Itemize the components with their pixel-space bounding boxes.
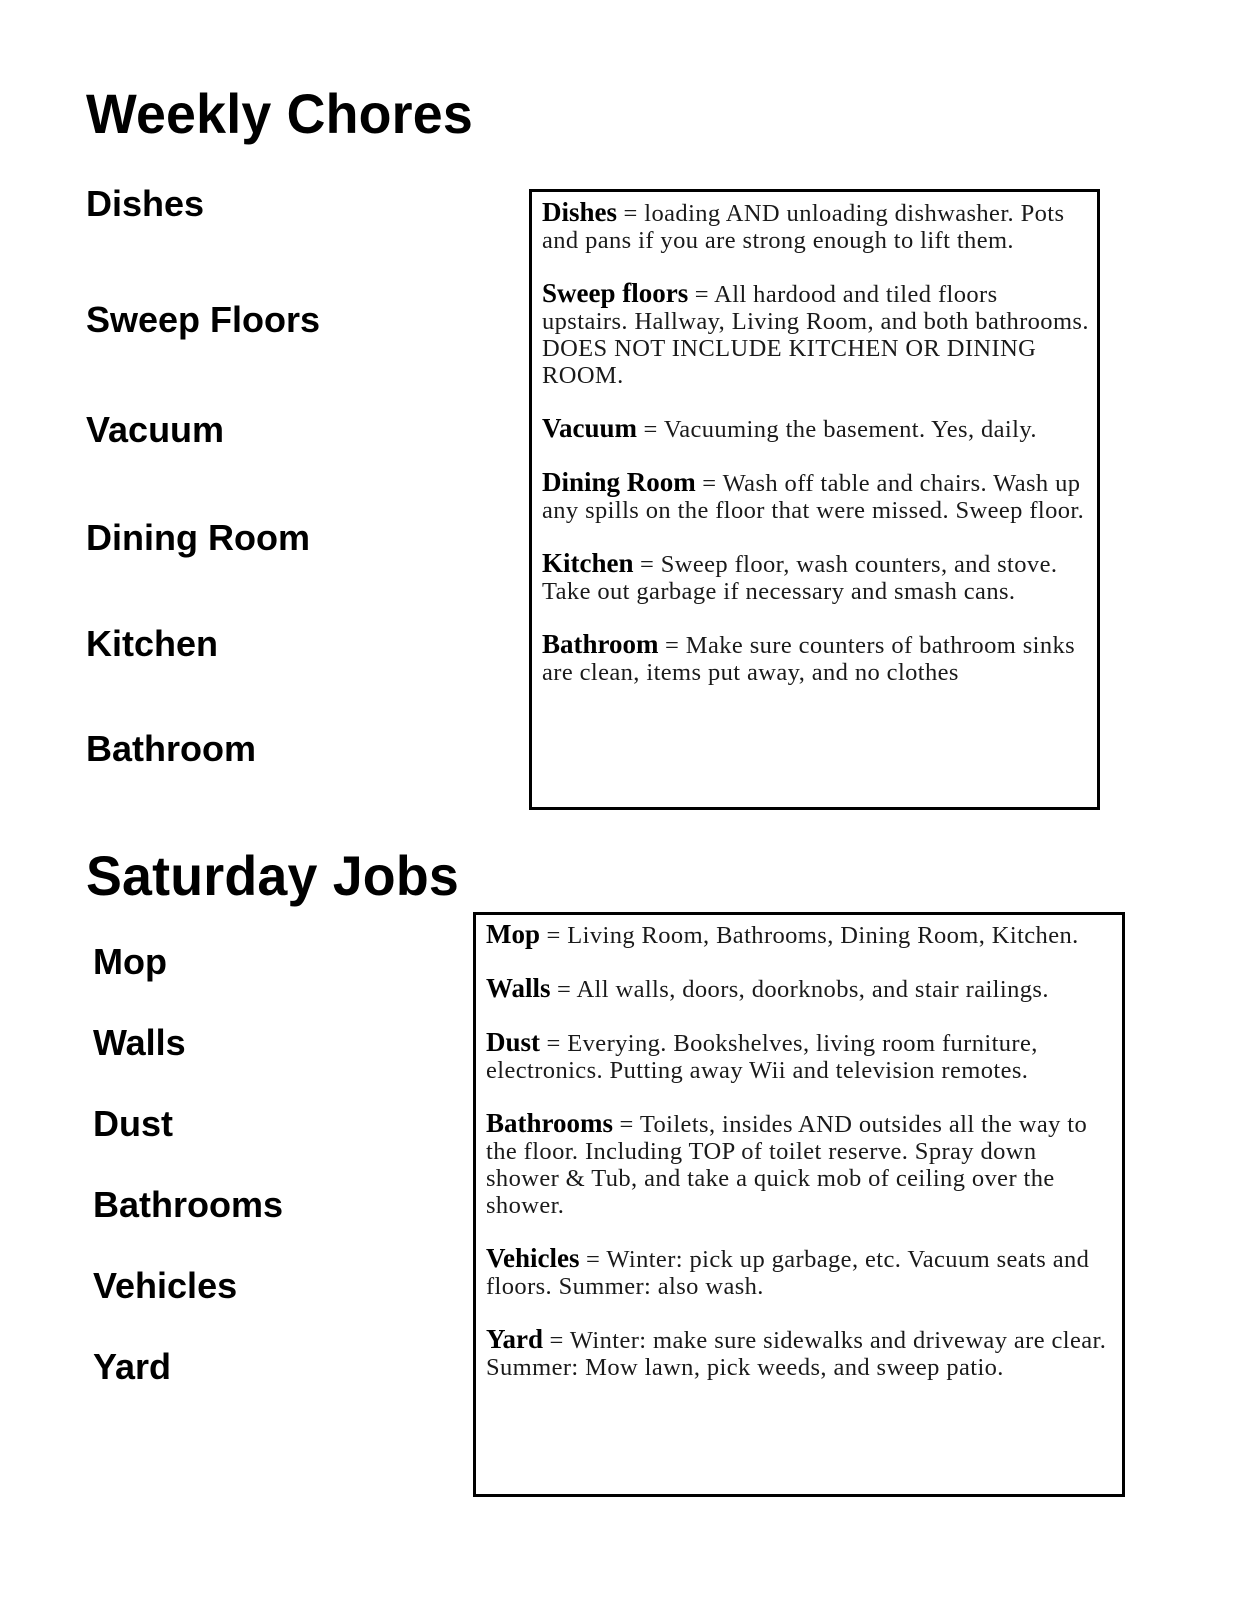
weekly-entry-bathroom — [542, 631, 1089, 686]
saturday-entry-dust — [486, 1029, 1114, 1084]
weekly-entry-vacuum — [542, 415, 1089, 443]
entry-desc: = Toilets, insides AND outsides all the way to the floor. Including TOP of toilet reserve. Spray down shower & Tub, and take a quick mob of ceiling over the shower. — [486, 1111, 1088, 1219]
saturday-label-mop: Mop — [93, 941, 167, 982]
saturday-label-walls: Walls — [93, 1022, 186, 1063]
entry-desc: = Living Room, Bathrooms, Dining Room, Kitchen. — [540, 922, 1079, 949]
entry-desc: = Vacuuming the basement. Yes, daily. — [637, 416, 1037, 443]
entry-desc: = Wash off table and chairs. Wash up any spills on the floor that were missed. Sweep floor. — [542, 470, 1085, 524]
saturday-entry-vehicles — [486, 1245, 1114, 1300]
entry-desc: = Make sure counters of bathroom sinks are clean, items put away, and no clothes — [542, 632, 1076, 686]
weekly-descriptions-box — [529, 189, 1100, 810]
entry-desc: = loading AND unloading dishwasher. Pots and pans if you are strong enough to lift them. — [542, 200, 1065, 254]
entry-term: Vehicles — [486, 1243, 580, 1273]
weekly-entry-dishes — [542, 199, 1089, 254]
entry-desc: = All walls, doors, doorknobs, and stair railings. — [550, 976, 1049, 1003]
entry-term: Bathrooms — [486, 1108, 614, 1138]
entry-desc: = Winter: make sure sidewalks and driveway are clear. Summer: Mow lawn, pick weeds, and sweep patio. — [486, 1327, 1107, 1381]
weekly-label-bathroom: Bathroom — [86, 728, 256, 769]
entry-desc: = Everying. Bookshelves, living room furniture, electronics. Putting away Wii and television remotes. — [486, 1030, 1038, 1084]
saturday-label-yard: Yard — [93, 1346, 172, 1387]
weekly-label-vacuum: Vacuum — [86, 409, 225, 450]
entry-desc: = Winter: pick up garbage, etc. Vacuum seats and floors. Summer: also wash. — [486, 1246, 1090, 1300]
entry-desc: = Sweep floor, wash counters, and stove. Take out garbage if necessary and smash cans. — [542, 551, 1058, 605]
entry-term: Bathroom — [542, 629, 659, 659]
saturday-label-dust: Dust — [93, 1103, 173, 1144]
entry-term: Vacuum — [542, 413, 638, 443]
entry-term: Walls — [486, 973, 551, 1003]
weekly-label-dining-room: Dining Room — [86, 517, 310, 558]
saturday-label-bathrooms: Bathrooms — [93, 1184, 284, 1225]
saturday-descriptions-box — [473, 912, 1125, 1497]
weekly-entry-kitchen — [542, 550, 1089, 605]
weekly-label-dishes: Dishes — [86, 183, 205, 224]
saturday-label-vehicles: Vehicles — [93, 1265, 238, 1306]
weekly-label-kitchen: Kitchen — [86, 623, 219, 664]
entry-term: Sweep floors — [542, 278, 689, 308]
entry-term: Yard — [486, 1324, 544, 1354]
entry-term: Dining Room — [542, 467, 696, 497]
entry-term: Mop — [486, 919, 540, 949]
entry-term: Dishes — [542, 197, 618, 227]
entry-desc: = All hardood and tiled floors upstairs. Hallway, Living Room, and both bathrooms. DOES NOT INCLUDE KITCHEN OR DINING ROOM. — [542, 281, 1089, 389]
entry-term: Kitchen — [542, 548, 634, 578]
saturday-entry-mop — [486, 921, 1114, 949]
weekly-chores-title: Weekly Chores — [86, 82, 473, 145]
saturday-jobs-title: Saturday Jobs — [86, 844, 459, 907]
weekly-entry-sweep-floors — [542, 280, 1089, 389]
saturday-entry-walls — [486, 975, 1114, 1003]
saturday-entry-bathrooms — [486, 1110, 1114, 1219]
entry-term: Dust — [486, 1027, 541, 1057]
weekly-entry-dining-room — [542, 469, 1089, 524]
weekly-label-sweep-floors: Sweep Floors — [86, 299, 321, 340]
saturday-entry-yard — [486, 1326, 1114, 1381]
